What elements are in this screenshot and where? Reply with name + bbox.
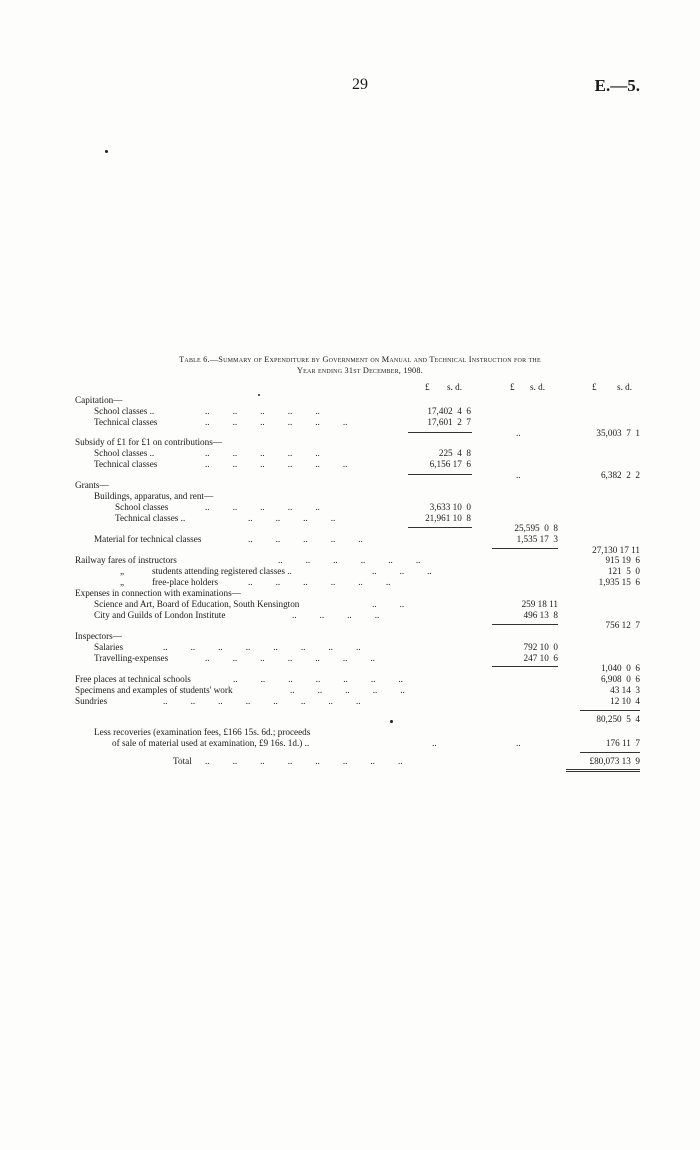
row-label: of sale of material used at examination, £9 16s. 1d.) .. [112, 738, 310, 748]
row-value: 27,130 17 11 [592, 545, 640, 555]
table-row [0, 714, 700, 725]
row-value: 756 12 7 [605, 620, 640, 630]
table-row [0, 631, 700, 642]
table-row [0, 727, 700, 738]
table-row: Technical classes .. .. .. .. .. .. 6,156 17 6 [94, 459, 471, 469]
row-value: 792 10 0 [523, 642, 558, 652]
row-label: School classes .. [94, 406, 155, 416]
table-row: Free places at technical schools .. .. .. .. .. .. .. 6,908 0 6 [75, 674, 640, 684]
row-value: 1,535 17 3 [516, 534, 558, 544]
table-row: .. 35,003 7 1 [516, 428, 640, 438]
row-value: 176 11 7 [605, 738, 640, 748]
row-value: 915 19 6 [605, 555, 640, 565]
row-value: 6,382 2 2 [600, 470, 640, 480]
row-label: Railway fares of instructors [75, 555, 177, 565]
table-row [0, 395, 700, 406]
col3-pound: £ [592, 382, 597, 392]
table-row: Railway fares of instructors .. .. .. .. .. .. 915 19 6 [75, 555, 640, 565]
row-value: 121 5 0 [607, 566, 640, 576]
double-rule [566, 769, 640, 772]
row-label: School classes .. [94, 448, 155, 458]
row-label: Free places at technical schools [75, 674, 191, 684]
table-row: Travelling-expenses .. .. .. .. .. .. .. 247 10 6 [94, 653, 558, 663]
table-row: Science and Art, Board of Education, South Kensington .. .. 259 18 11 [94, 599, 558, 609]
row-label: School classes [115, 502, 169, 512]
row-label: Inspectors— [75, 631, 122, 641]
col2-sd: s. d. [530, 382, 546, 392]
row-value: 35,003 7 1 [596, 428, 640, 438]
table-title-line-1: Table 6.—Summary of Expenditure by Government on Manual and Technical Instruction for the [179, 355, 541, 364]
row-label: Technical classes [94, 459, 158, 469]
row-value: 6,908 0 6 [600, 674, 640, 684]
row-label: free-place holders [152, 577, 219, 587]
col2-pound: £ [510, 382, 515, 392]
rule [580, 710, 640, 711]
page-number: 29 [352, 76, 368, 93]
row-label: Buildings, apparatus, and rent— [94, 491, 214, 501]
row-value: 259 18 11 [521, 599, 558, 609]
row-value: 1,935 15 6 [598, 577, 640, 587]
row-value: 17,601 2 7 [427, 417, 471, 427]
col1-pound: £ [425, 382, 430, 392]
table-row [0, 588, 700, 599]
row-value: 12 10 4 [610, 696, 640, 706]
table-row: Technical classes .. .. .. .. .. .. 17,601 2 7 [94, 417, 471, 427]
rule [580, 752, 640, 753]
table-title-line-2: Year ending 31st December, 1908. [296, 365, 424, 375]
row-label: Science and Art, Board of Education, South Kensington [94, 599, 300, 609]
row-label: Total [173, 756, 192, 766]
table-row: of sale of material used at examination, £9 16s. 1d.) .. .. .. 176 11 7 [112, 738, 640, 748]
table-row: Material for technical classes .. .. .. .. .. 1,535 17 3 [94, 534, 558, 544]
table-row [0, 437, 700, 448]
table-row: Sundries .. .. .. .. .. .. .. .. 12 10 4 [75, 696, 640, 706]
table-row [0, 523, 700, 534]
table-row: School classes .. .. .. .. .. 3,633 10 0 [115, 502, 471, 512]
row-label: Expenses in connection with examinations— [75, 588, 241, 598]
table-row: Salaries .. .. .. .. .. .. .. .. 792 10 0 [94, 642, 558, 652]
ditto-mark: „ [120, 577, 125, 587]
table-row: Specimens and examples of students' work .. .. .. .. .. 43 14 3 [75, 685, 640, 695]
table-row: „ free-place holders .. .. .. .. .. .. 1,935 15 6 [120, 577, 640, 587]
table-row: City and Guilds of London Institute .. .. .. .. 496 13 8 [94, 610, 558, 620]
table-row: Total .. .. .. .. .. .. .. .. £80,073 13 9 [173, 756, 640, 766]
table-row: .. 6,382 2 2 [516, 470, 640, 480]
table-row [0, 663, 700, 674]
row-label: Grants— [75, 480, 109, 490]
row-value: 17,402 4 6 [427, 406, 471, 416]
table-row [0, 480, 700, 491]
row-label: students attending registered classes .. [152, 566, 292, 576]
table-row [0, 620, 700, 631]
row-value: 496 13 8 [523, 610, 558, 620]
row-value: 25,595 0 8 [514, 523, 558, 533]
table-row: School classes .. .. .. .. .. .. 225 4 8 [94, 448, 471, 458]
row-value: 247 10 6 [523, 653, 558, 663]
column-headers [0, 382, 700, 393]
row-label: Subsidy of £1 for £1 on contributions— [75, 437, 222, 447]
row-value: £80,073 13 9 [589, 756, 640, 766]
row-value: 21,961 10 8 [425, 513, 471, 523]
row-value: 80,250 5 4 [596, 714, 640, 724]
row-label: Specimens and examples of students' work [75, 685, 233, 695]
row-label: Capitation— [75, 395, 123, 405]
row-value: 3,633 10 0 [429, 502, 471, 512]
row-label: Travelling-expenses [94, 653, 169, 663]
col3-sd: s. d. [617, 382, 633, 392]
row-label: Technical classes [94, 417, 158, 427]
col1-sd: s. d. [447, 382, 463, 392]
table-row [0, 491, 700, 502]
row-value: 1,040 0 6 [600, 663, 640, 673]
table-row: „ students attending registered classes .. .. .. .. 121 5 0 [120, 566, 640, 576]
table-row: School classes .. .. .. .. .. .. 17,402 4 6 [94, 406, 471, 416]
row-value: 6,156 17 6 [429, 459, 471, 469]
ditto-mark: „ [120, 566, 125, 576]
document-code: E.—5. [594, 76, 640, 95]
row-value: 225 4 8 [438, 448, 471, 458]
row-label: Material for technical classes [94, 534, 202, 544]
table-row: Technical classes .. .. .. .. .. 21,961 10 8 [115, 513, 471, 523]
row-label: City and Guilds of London Institute [94, 610, 226, 620]
row-label: Salaries [94, 642, 124, 652]
row-label: Technical classes .. [115, 513, 186, 523]
row-label: Less recoveries (examination fees, £166 15s. 6d.; proceeds [94, 727, 311, 737]
row-value: 43 14 3 [610, 685, 640, 695]
row-label: Sundries [75, 696, 108, 706]
